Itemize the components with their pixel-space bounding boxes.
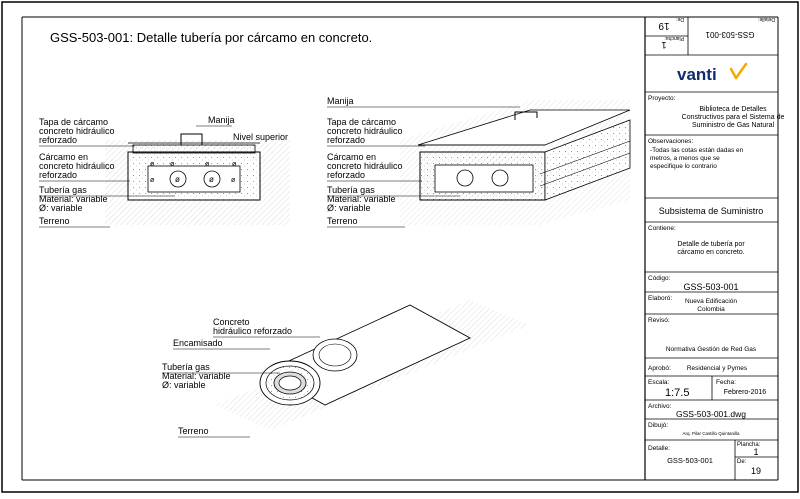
contiene-line-1: Detalle de tubería por: [677, 241, 745, 248]
logo-text: vanti: [677, 65, 717, 84]
label-concreto-2: hidráulico reforzado: [213, 326, 293, 336]
escala-label: Escala:: [648, 379, 670, 386]
aprobo-label: Aprobó:: [648, 365, 671, 372]
top-plancha-label: Plancha:: [664, 35, 684, 41]
proyecto-line-1: Biblioteca de Detalles: [699, 106, 767, 113]
drawing-title: GSS-503-001: Detalle tubería por cárcamo en concreto.: [50, 30, 373, 45]
de-label: De:: [737, 459, 747, 465]
proyecto-label: Proyecto:: [648, 95, 676, 102]
rebar-symbol: ø: [150, 177, 155, 184]
escala-value: 1:7.5: [665, 387, 690, 399]
detalle-value: GSS-503-001: [667, 456, 713, 465]
de-value: 19: [750, 466, 762, 476]
label-tapa-right-3: reforzado: [327, 135, 366, 145]
label-terreno-right: Terreno: [327, 216, 358, 226]
observaciones-line-3: especifique lo contrario: [650, 163, 717, 170]
logo-check-icon: [731, 64, 746, 78]
label-tapa-3: reforzado: [39, 135, 78, 145]
label-tapa-right-1: Tapa de cárcamo: [327, 117, 397, 127]
contiene-line-2: cárcamo en concreto.: [677, 249, 745, 256]
label-tuberia-3: Ø: variable: [39, 203, 83, 213]
label-carcamo-1: Cárcamo en: [39, 152, 89, 162]
top-de-label: De:: [676, 16, 684, 22]
observaciones-line-1: -Todas las cotas están dadas en: [650, 147, 744, 154]
label-carcamo-2: concreto hidráulico: [39, 161, 115, 171]
label-terreno: Terreno: [39, 216, 70, 226]
proyecto-line-3: Suministro de Gas Natural: [691, 122, 775, 129]
label-tapa-right-2: concreto hidráulico: [327, 126, 403, 136]
plancha-value: 1: [753, 447, 759, 457]
label-tapa-2: concreto hidráulico: [39, 126, 115, 136]
plancha-label: Plancha:: [737, 442, 761, 448]
fecha-value: Febrero-2016: [723, 389, 767, 396]
label-tuberia-right-3: Ø: variable: [327, 203, 371, 213]
label-nivel-superior: Nivel superior: [233, 132, 289, 142]
pipe-diameter-symbol: ø: [209, 175, 214, 184]
rebar-symbol: ø: [231, 177, 236, 184]
elaboro-label: Elaboró:: [648, 295, 673, 302]
rebar-symbol: ø: [150, 161, 155, 168]
label-encamisado: Encamisado: [173, 338, 223, 348]
reviso-label: Revisó:: [648, 317, 670, 324]
codigo-label: Código:: [648, 275, 671, 282]
label-carcamo-right-2: concreto hidráulico: [327, 161, 403, 171]
proyecto-line-2: Constructivos para el Sistema de: [681, 114, 785, 121]
label-tuberia-casing-2: Material: variable: [162, 371, 231, 381]
label-tuberia-casing-3: Ø: variable: [162, 380, 206, 390]
observaciones-line-2: metros, a menos que se: [650, 155, 720, 162]
dibujo-label: Dibujó:: [648, 422, 669, 429]
top-sheet-num: 19: [658, 20, 670, 31]
label-tuberia-casing-1: Tubería gas: [162, 362, 210, 372]
label-carcamo-right-1: Cárcamo en: [327, 152, 377, 162]
label-concreto-1: Concreto: [213, 317, 250, 327]
rebar-symbol: ø: [205, 161, 210, 168]
vanti-logo: [677, 64, 746, 84]
casing-view: [162, 300, 530, 437]
section-left-view: [39, 115, 290, 227]
subsistema: Subsistema de Suministro: [658, 206, 764, 216]
label-tuberia-right-2: Material: variable: [327, 194, 396, 204]
top-detalle-label: Detalle:: [758, 16, 775, 22]
elaboro-line-2: Colombia: [697, 306, 725, 313]
label-carcamo-3: reforzado: [39, 170, 78, 180]
contiene-label: Contiene:: [648, 225, 676, 232]
archivo-value: GSS-503-001.dwg: [676, 409, 746, 419]
pipe-diameter-symbol: ø: [175, 175, 180, 184]
label-tuberia-right-1: Tubería gas: [327, 185, 375, 195]
rebar-symbol: ø: [232, 161, 237, 168]
fecha-label: Fecha:: [716, 379, 736, 386]
archivo-label: Archivo:: [648, 403, 672, 410]
elaboro-line-1: Nueva Edificación: [684, 298, 738, 305]
observaciones-label: Observaciones:: [648, 138, 694, 145]
label-terreno-casing: Terreno: [178, 426, 209, 436]
label-tapa-1: Tapa de cárcamo: [39, 117, 109, 127]
section-right-view: [327, 96, 630, 227]
label-tuberia-2: Material: variable: [39, 194, 108, 204]
label-manija-right: Manija: [327, 96, 354, 106]
dibujo-value: Arq. Pilar Castillo Quintanilla: [682, 431, 740, 436]
label-carcamo-right-3: reforzado: [327, 170, 366, 180]
title-block-top-strip: [658, 16, 775, 50]
reviso-value: Normativa Gestión de Red Gas: [665, 346, 757, 353]
label-tuberia-1: Tubería gas: [39, 185, 87, 195]
codigo-value: GSS-503-001: [683, 282, 739, 292]
rebar-symbol: ø: [170, 161, 175, 168]
aprobo-value: Residencial y Pymes: [686, 365, 748, 372]
top-code: GSS-503-001: [705, 30, 755, 39]
label-manija: Manija: [208, 115, 235, 125]
detalle-label: Detalle:: [648, 445, 671, 452]
top-plancha-num: 1: [661, 40, 667, 50]
